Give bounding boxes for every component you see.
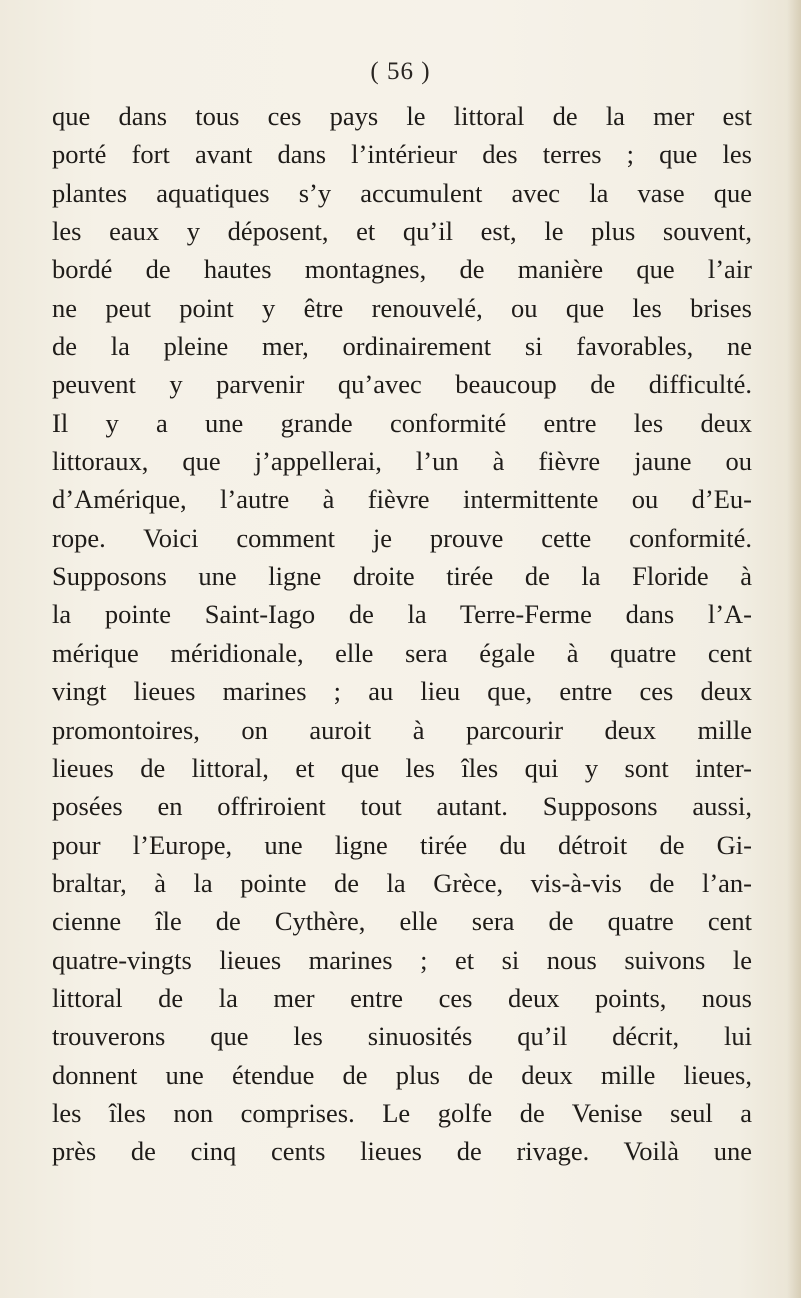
- text-line: bordé de hautes montagnes, de manière que l’air: [52, 254, 752, 285]
- text-line: littoraux, que j’appellerai, l’un à fièvre jaune ou: [52, 446, 752, 477]
- text-line: ne peut point y être renouvelé, ou que les brises: [52, 292, 752, 323]
- text-line: lieues de littoral, et que les îles qui y sont inter-: [52, 752, 752, 783]
- text-line: littoral de la mer entre ces deux points, nous: [52, 982, 752, 1013]
- text-line: la pointe Saint-Iago de la Terre-Ferme dans l’A-: [52, 599, 752, 630]
- text-line: rope. Voici comment je prouve cette conformité.: [52, 522, 752, 553]
- text-line: cienne île de Cythère, elle sera de quatre cent: [52, 906, 752, 937]
- text-line: braltar, à la pointe de la Grèce, vis-à-vis de l’an-: [52, 867, 752, 898]
- page-edge-shadow: [787, 0, 801, 1298]
- text-line: trouverons que les sinuosités qu’il décrit, lui: [52, 1021, 752, 1052]
- text-line: pour l’Europe, une ligne tirée du détroit de Gi-: [52, 829, 752, 860]
- page-number: ( 56 ): [370, 58, 431, 85]
- text-line: porté fort avant dans l’intérieur des terres ; que les: [52, 139, 752, 170]
- text-line: peuvent y parvenir qu’avec beaucoup de difficulté.: [52, 369, 752, 400]
- body-text: [52, 97, 752, 1171]
- text-line: les îles non comprises. Le golfe de Venise seul a: [52, 1097, 752, 1128]
- text-line: quatre-vingts lieues marines ; et si nous suivons le: [52, 944, 752, 975]
- text-line: vingt lieues marines ; au lieu que, entre ces deux: [52, 676, 752, 707]
- text-line: de la pleine mer, ordinairement si favorables, ne: [52, 331, 752, 362]
- text-line: d’Amérique, l’autre à fièvre intermittente ou d’Eu-: [52, 484, 752, 515]
- text-line: promontoires, on auroit à parcourir deux mille: [52, 714, 752, 745]
- text-line: donnent une étendue de plus de deux mille lieues,: [52, 1059, 752, 1090]
- text-line: posées en offriroient tout autant. Supposons aussi,: [52, 791, 752, 822]
- text-line: mérique méridionale, elle sera égale à quatre cent: [52, 637, 752, 668]
- text-line: les eaux y déposent, et qu’il est, le plus souvent,: [52, 216, 752, 247]
- text-line: près de cinq cents lieues de rivage. Voilà une: [52, 1136, 752, 1167]
- text-line: Supposons une ligne droite tirée de la Floride à: [52, 561, 752, 592]
- text-line: que dans tous ces pays le littoral de la mer est: [52, 101, 752, 131]
- text-line: Il y a une grande conformité entre les deux: [52, 407, 752, 438]
- text-line: plantes aquatiques s’y accumulent avec la vase que: [52, 177, 752, 208]
